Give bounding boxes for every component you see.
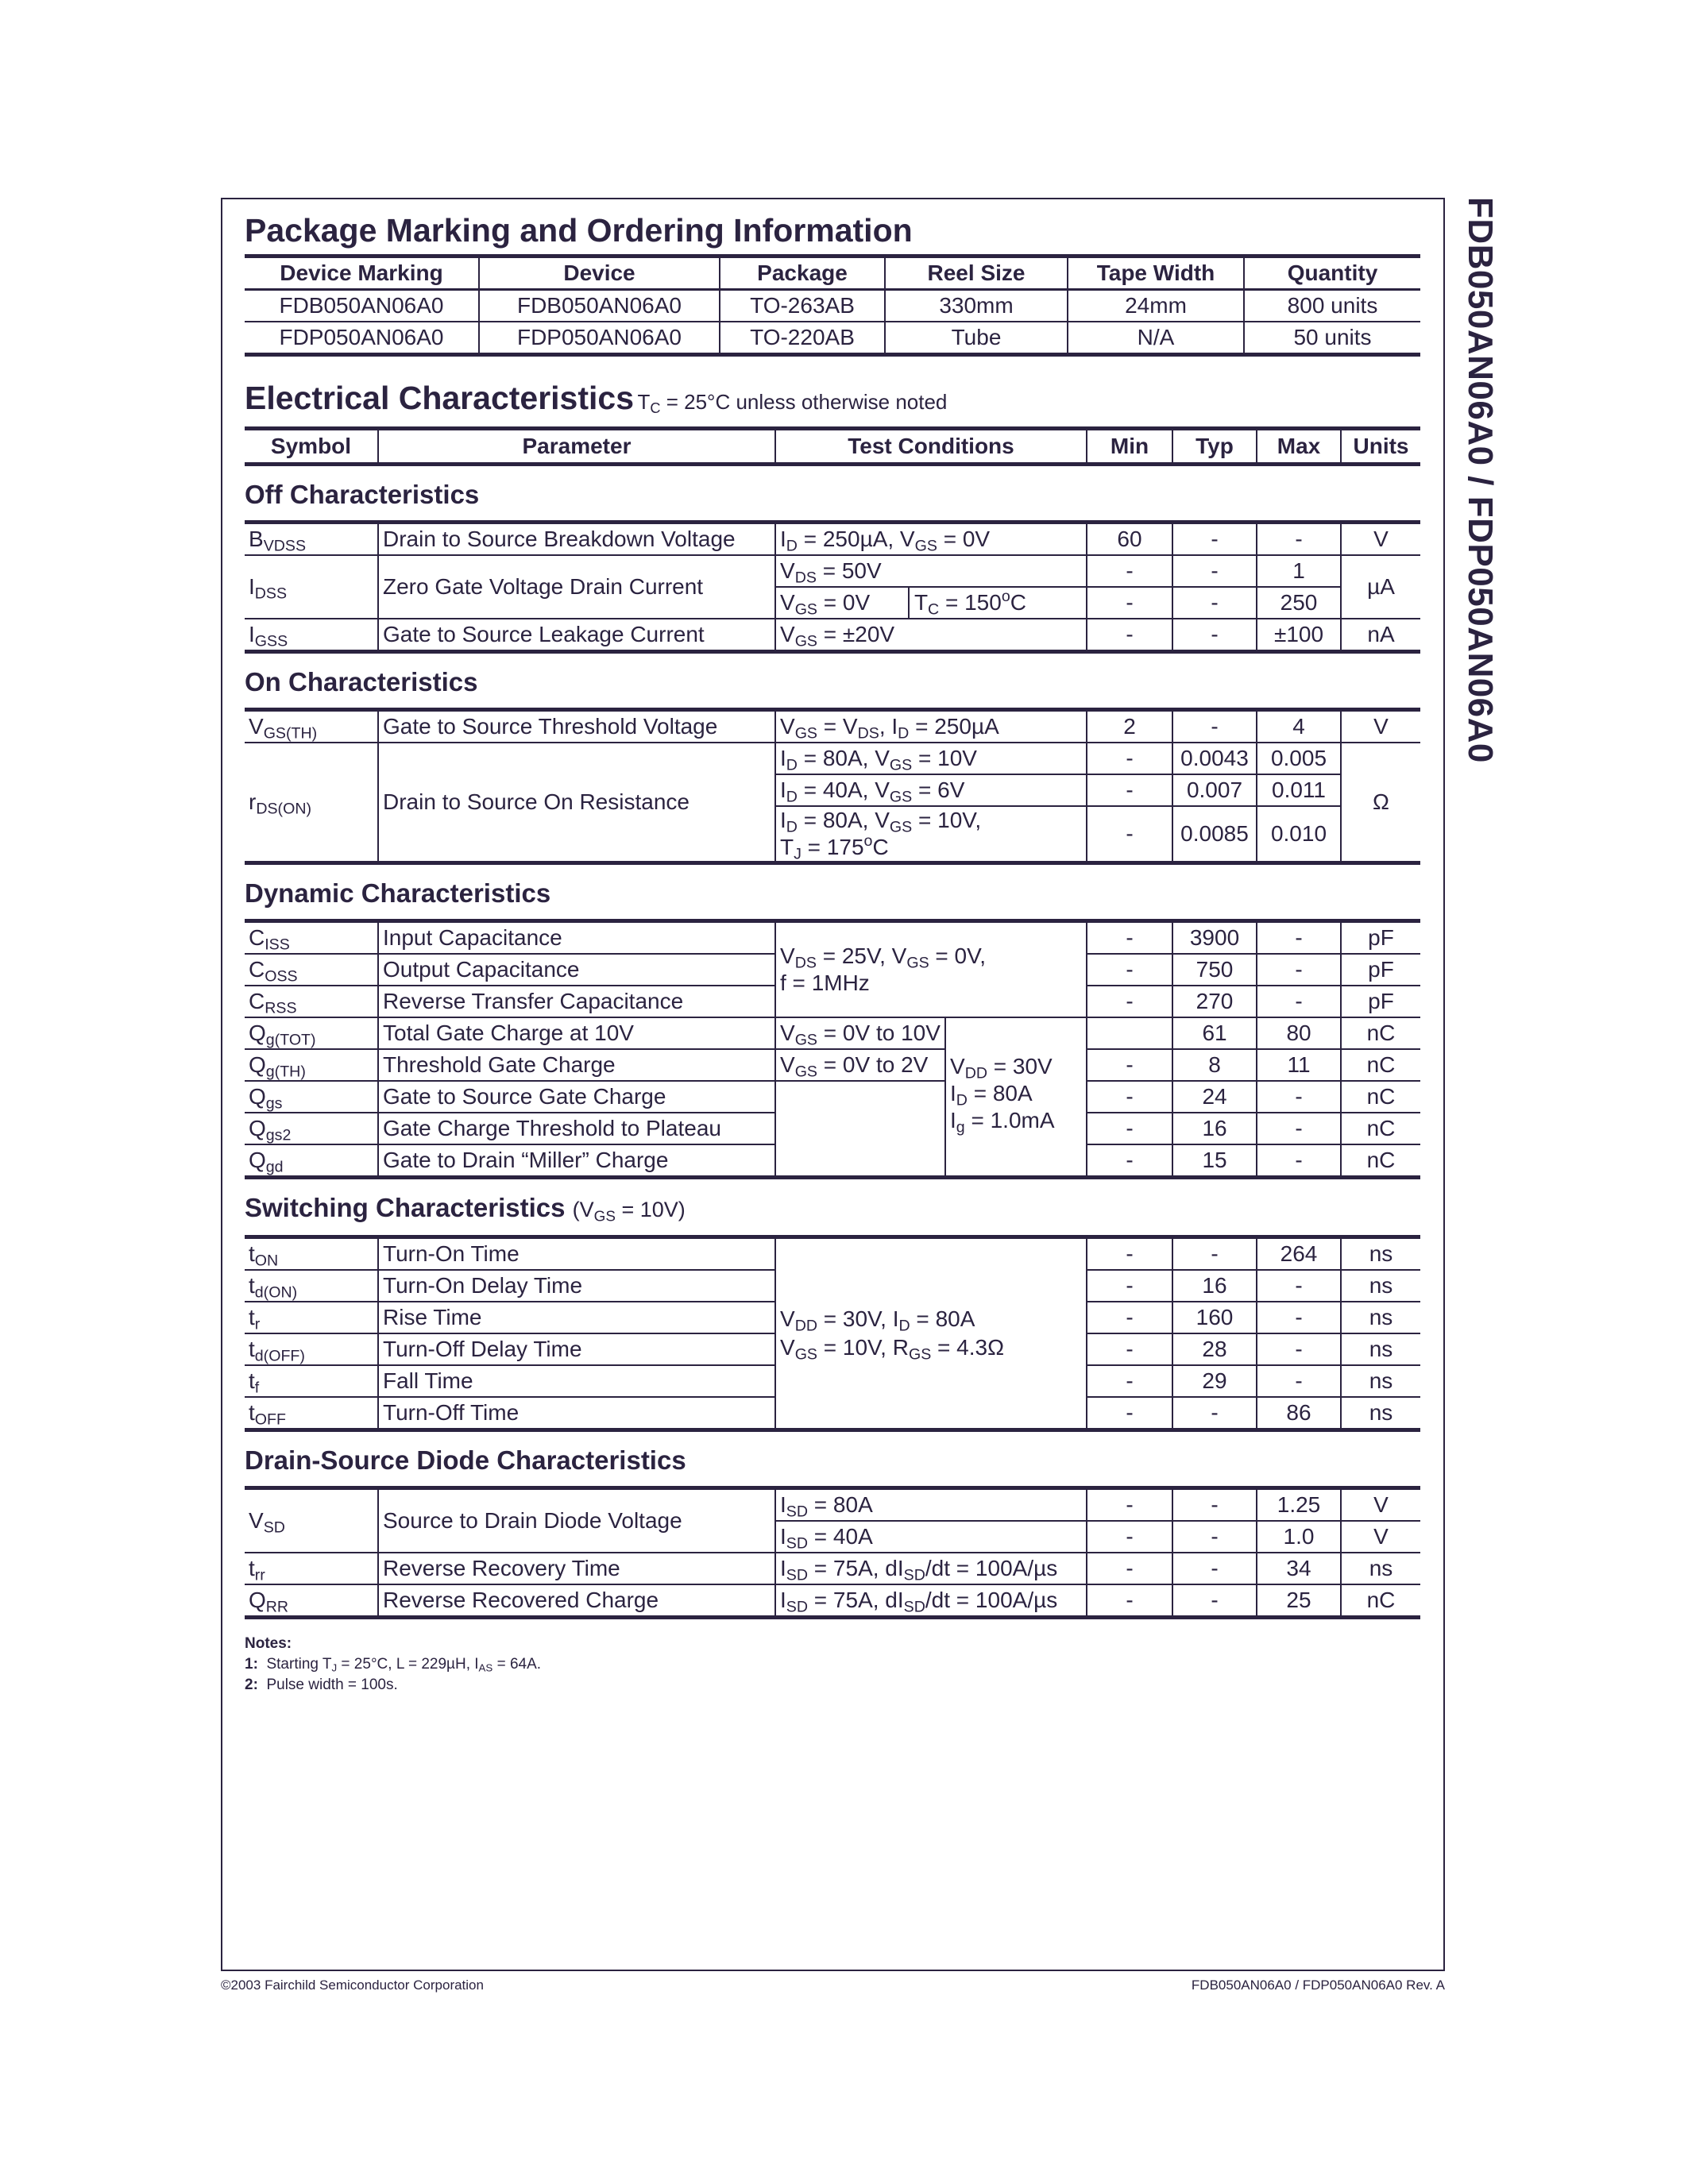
condition: $I_{SD} = 75A$, $dI_{SD}/dt = 100A/\mu s$ bbox=[775, 1553, 1087, 1584]
pkg-cell: 24mm bbox=[1068, 290, 1244, 322]
param: Source to Drain Diode Voltage bbox=[378, 1488, 775, 1553]
symbol: $t_{ON}$ bbox=[245, 1237, 378, 1271]
condition: $V_{GS} = 0V$ to 2V bbox=[775, 1049, 945, 1081]
table-row: $t_{OFF}$ Turn-Off Time - - 86 ns bbox=[245, 1397, 1420, 1430]
param: Output Capacitance bbox=[378, 954, 775, 986]
pkg-cell: Tube bbox=[885, 322, 1068, 355]
notes: Notes: 1: Starting $T_J = 25^\circ C$, L = 229µH, $I_{AS} = 64A$. 2: Pulse width = 100s. bbox=[245, 1634, 1420, 1696]
condition: $I_D = 250\mu A$, $V_{GS} = 0V$ bbox=[775, 523, 1087, 556]
table-row: $t_{ON}$ Turn-On Time $V_{DD} = 30V$, $I_D = 80A$ $V_{GS} = 10V$, $R_{GS} = 4.3\Omega$ - - 264 ns bbox=[245, 1237, 1420, 1271]
off-table bbox=[245, 520, 1420, 654]
table-row: $t_f$ Fall Time - 29 - ns bbox=[245, 1365, 1420, 1397]
header-test-conditions: Test Conditions bbox=[775, 429, 1087, 465]
param: Rise Time bbox=[378, 1302, 775, 1333]
header-parameter: Parameter bbox=[378, 429, 775, 465]
header-units: Units bbox=[1341, 429, 1420, 465]
table-row: $I_{DSS}$ Zero Gate Voltage Drain Current $V_{DS} = 50V$ - - 1 µA bbox=[245, 555, 1420, 587]
dynamic-table bbox=[245, 919, 1420, 1179]
param: Input Capacitance bbox=[378, 921, 775, 955]
symbol: $Q_{g(TH)}$ bbox=[245, 1049, 378, 1081]
switching-table bbox=[245, 1235, 1420, 1432]
symbol: $C_{OSS}$ bbox=[245, 954, 378, 986]
side-title: FDB050AN06A0 / FDP050AN06A0 bbox=[1461, 197, 1500, 763]
header-typ: Typ bbox=[1172, 429, 1257, 465]
table-row: $V_{SD}$ Source to Drain Diode Voltage $I_{SD} = 80A$ - - 1.25 V bbox=[245, 1488, 1420, 1522]
section-off: Off Characteristics bbox=[245, 480, 480, 509]
condition: $I_D = 80A$, $V_{GS} = 10V$, $T_J = 175^oC$ bbox=[775, 806, 1087, 863]
condition: $V_{GS} = 0V$ $T_C = 150^oC$ bbox=[775, 587, 1087, 619]
param: Turn-Off Delay Time bbox=[378, 1333, 775, 1365]
header-min: Min bbox=[1087, 429, 1172, 465]
symbol: $I_{DSS}$ bbox=[245, 555, 378, 619]
condition: $V_{GS} = V_{DS}$, $I_D = 250\mu A$ bbox=[775, 710, 1087, 743]
section-dynamic: Dynamic Characteristics bbox=[245, 878, 551, 908]
symbol: $r_{DS(ON)}$ bbox=[245, 743, 378, 863]
pkg-cell: FDP050AN06A0 bbox=[479, 322, 720, 355]
condition: $V_{DD} = 30V$, $I_D = 80A$ $V_{GS} = 10V$, $R_{GS} = 4.3\Omega$ bbox=[775, 1237, 1087, 1430]
pkg-cell: TO-263AB bbox=[720, 290, 885, 322]
table-row bbox=[245, 290, 1420, 322]
symbol: $Q_{gs2}$ bbox=[245, 1113, 378, 1144]
condition: $I_{SD} = 40A$ bbox=[775, 1521, 1087, 1553]
table-row: $I_D = 80A$, $V_{GS} = 10V$, $T_J = 175^oC$ - 0.0085 0.010 bbox=[245, 806, 1420, 863]
condition: $I_{SD} = 75A$, $dI_{SD}/dt = 100A/\mu s$ bbox=[775, 1584, 1087, 1618]
note-2: 2: Pulse width = 100s. bbox=[245, 1677, 398, 1693]
section-diode: Drain-Source Diode Characteristics bbox=[245, 1445, 686, 1475]
pkg-cell: TO-220AB bbox=[720, 322, 885, 355]
symbol: $C_{RSS}$ bbox=[245, 986, 378, 1017]
pkg-cell: N/A bbox=[1068, 322, 1244, 355]
pkg-header: Reel Size bbox=[885, 257, 1068, 290]
param: Gate Charge Threshold to Plateau bbox=[378, 1113, 775, 1144]
condition: $V_{GS} = \pm 20V$ bbox=[775, 619, 1087, 652]
table-row: $t_r$ Rise Time - 160 - ns bbox=[245, 1302, 1420, 1333]
footer-doc-id: FDB050AN06A0 / FDP050AN06A0 Rev. A bbox=[1191, 1978, 1445, 1993]
symbol: $B_{VDSS}$ bbox=[245, 523, 378, 556]
condition: $I_{SD} = 80A$ bbox=[775, 1488, 1087, 1522]
electrical-title: Electrical Characteristics $T_C = 25^\circ C$ unless otherwise noted bbox=[245, 380, 948, 417]
param: Turn-On Time bbox=[378, 1237, 775, 1271]
pkg-header: Quantity bbox=[1244, 257, 1420, 290]
symbol: $t_{OFF}$ bbox=[245, 1397, 378, 1430]
pkg-header: Package bbox=[720, 257, 885, 290]
note-1: 1: Starting $T_J = 25^\circ C$, L = 229µH, $I_{AS} = 64A$. bbox=[245, 1656, 542, 1674]
param: Reverse Recovery Time bbox=[378, 1553, 775, 1584]
table-row: $t_{d(ON)}$ Turn-On Delay Time - 16 - ns bbox=[245, 1270, 1420, 1302]
table-row: $C_{OSS}$ Output Capacitance - 750 - pF bbox=[245, 954, 1420, 986]
package-header-row bbox=[245, 257, 1420, 290]
table-row: $C_{ISS}$ Input Capacitance $V_{DS} = 25V$, $V_{GS} = 0V$, f = 1MHz - 3900 - pF bbox=[245, 921, 1420, 955]
symbol: $t_f$ bbox=[245, 1365, 378, 1397]
table-row: $t_{d(OFF)}$ Turn-Off Delay Time - 28 - ns bbox=[245, 1333, 1420, 1365]
pkg-cell: 330mm bbox=[885, 290, 1068, 322]
pkg-cell: FDP050AN06A0 bbox=[245, 322, 479, 355]
table-row: $Q_{RR}$ Reverse Recovered Charge $I_{SD} = 75A$, $dI_{SD}/dt = 100A/\mu s$ - - 25 nC bbox=[245, 1584, 1420, 1618]
param: Gate to Source Gate Charge bbox=[378, 1081, 775, 1113]
symbol: $C_{ISS}$ bbox=[245, 921, 378, 955]
table-row: $t_{rr}$ Reverse Recovery Time $I_{SD} = 75A$, $dI_{SD}/dt = 100A/\mu s$ - - 34 ns bbox=[245, 1553, 1420, 1584]
condition: $V_{DS} = 25V$, $V_{GS} = 0V$, f = 1MHz bbox=[775, 921, 1087, 1018]
param: Reverse Recovered Charge bbox=[378, 1584, 775, 1618]
pkg-cell: 800 units bbox=[1244, 290, 1420, 322]
section-on: On Characteristics bbox=[245, 667, 478, 696]
condition: $V_{DD} = 30V$ $I_D = 80A$ $I_g = 1.0mA$ bbox=[945, 1017, 1087, 1178]
pkg-header: Device bbox=[479, 257, 720, 290]
table-row: $Q_{gs}$ Gate to Source Gate Charge - 24 - nC bbox=[245, 1081, 1420, 1113]
table-row: $Q_{g(TH)}$ Threshold Gate Charge $V_{GS} = 0V$ to 2V - 8 11 nC bbox=[245, 1049, 1420, 1081]
condition: $I_D = 40A$, $V_{GS} = 6V$ bbox=[775, 774, 1087, 806]
pkg-header: Device Marking bbox=[245, 257, 479, 290]
symbol: $t_r$ bbox=[245, 1302, 378, 1333]
param: Turn-On Delay Time bbox=[378, 1270, 775, 1302]
datasheet-content bbox=[245, 206, 1420, 1696]
table-row: $V_{GS(TH)}$ Gate to Source Threshold Voltage $V_{GS} = V_{DS}$, $I_D = 250\mu A$ 2 - 4 V bbox=[245, 710, 1420, 743]
pkg-header: Tape Width bbox=[1068, 257, 1244, 290]
header-max: Max bbox=[1257, 429, 1341, 465]
header-symbol: Symbol bbox=[245, 429, 378, 465]
condition: $V_{GS} = 0V$ to 10V bbox=[775, 1017, 945, 1049]
param: Turn-Off Time bbox=[378, 1397, 775, 1430]
param: Drain to Source On Resistance bbox=[378, 743, 775, 863]
param: Zero Gate Voltage Drain Current bbox=[378, 555, 775, 619]
table-row bbox=[245, 322, 1420, 355]
diode-table bbox=[245, 1486, 1420, 1619]
on-table bbox=[245, 708, 1420, 865]
param: Drain to Source Breakdown Voltage bbox=[378, 523, 775, 556]
package-section-title: Package Marking and Ordering Information bbox=[245, 212, 913, 249]
table-row: $Q_{gs2}$ Gate Charge Threshold to Plateau - 16 - nC bbox=[245, 1113, 1420, 1144]
footer-copyright: ©2003 Fairchild Semiconductor Corporation bbox=[221, 1978, 484, 1993]
symbol: $V_{GS(TH)}$ bbox=[245, 710, 378, 743]
package-table bbox=[245, 254, 1420, 357]
pkg-cell: 50 units bbox=[1244, 322, 1420, 355]
symbol: $V_{SD}$ bbox=[245, 1488, 378, 1553]
table-row: $Q_{gd}$ Gate to Drain “Miller” Charge - 15 - nC bbox=[245, 1144, 1420, 1178]
table-row: $r_{DS(ON)}$ Drain to Source On Resistance $I_D = 80A$, $V_{GS} = 10V$ - 0.0043 0.005 Ω bbox=[245, 743, 1420, 774]
pkg-cell: FDB050AN06A0 bbox=[479, 290, 720, 322]
table-row: $I_D = 40A$, $V_{GS} = 6V$ - 0.007 0.011 bbox=[245, 774, 1420, 806]
param: Gate to Source Leakage Current bbox=[378, 619, 775, 652]
section-switching: Switching Characteristics $(V_{GS} = 10V)$ bbox=[245, 1193, 686, 1225]
electrical-header-table bbox=[245, 426, 1420, 466]
symbol: $Q_{g(TOT)}$ bbox=[245, 1017, 378, 1049]
table-row: $C_{RSS}$ Reverse Transfer Capacitance - 270 - pF bbox=[245, 986, 1420, 1017]
symbol: $Q_{gs}$ bbox=[245, 1081, 378, 1113]
symbol: $Q_{RR}$ bbox=[245, 1584, 378, 1618]
param: Gate to Drain “Miller” Charge bbox=[378, 1144, 775, 1178]
symbol: $t_{rr}$ bbox=[245, 1553, 378, 1584]
symbol: $I_{GSS}$ bbox=[245, 619, 378, 652]
param: Reverse Transfer Capacitance bbox=[378, 986, 775, 1017]
symbol: $t_{d(OFF)}$ bbox=[245, 1333, 378, 1365]
condition: $I_D = 80A$, $V_{GS} = 10V$ bbox=[775, 743, 1087, 774]
param: Total Gate Charge at 10V bbox=[378, 1017, 775, 1049]
table-row: $I_{GSS}$ Gate to Source Leakage Current $V_{GS} = \pm 20V$ - - ±100 nA bbox=[245, 619, 1420, 652]
param: Fall Time bbox=[378, 1365, 775, 1397]
param: Threshold Gate Charge bbox=[378, 1049, 775, 1081]
condition: $V_{DS} = 50V$ bbox=[775, 555, 1087, 587]
param: Gate to Source Threshold Voltage bbox=[378, 710, 775, 743]
pkg-cell: FDB050AN06A0 bbox=[245, 290, 479, 322]
table-row: $V_{GS} = 0V$ $T_C = 150^oC$ - - 250 bbox=[245, 587, 1420, 619]
table-row: $I_{SD} = 40A$ - - 1.0 V bbox=[245, 1521, 1420, 1553]
table-row: $Q_{g(TOT)}$ Total Gate Charge at 10V $V_{GS} = 0V$ to 10V $V_{DD} = 30V$ $I_D = 80A$ $I_g = 1.0mA$ 61 80 nC bbox=[245, 1017, 1420, 1049]
symbol: $t_{d(ON)}$ bbox=[245, 1270, 378, 1302]
table-row: $B_{VDSS}$ Drain to Source Breakdown Voltage $I_D = 250\mu A$, $V_{GS} = 0V$ 60 - - V bbox=[245, 523, 1420, 556]
symbol: $Q_{gd}$ bbox=[245, 1144, 378, 1178]
